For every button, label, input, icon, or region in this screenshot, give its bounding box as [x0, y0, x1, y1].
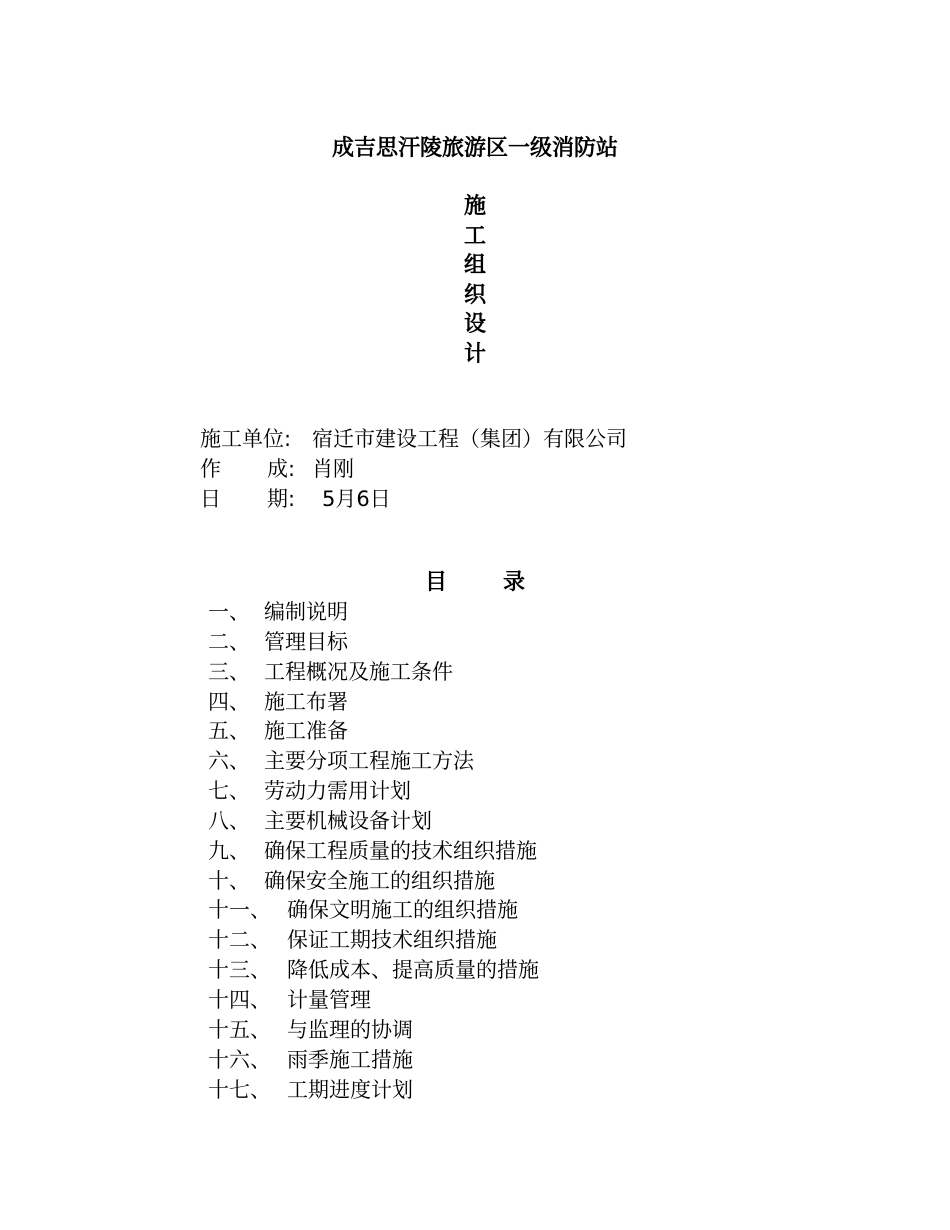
subtitle-char: 工 — [463, 223, 486, 249]
toc-item-number: 四、 — [208, 689, 250, 714]
toc-item — [208, 986, 539, 1016]
info-row-author — [200, 454, 627, 484]
subtitle-char: 织 — [463, 282, 486, 308]
toc-item — [208, 1016, 539, 1046]
subtitle-char: 计 — [463, 341, 486, 367]
toc-item-text: 管理目标 — [264, 629, 348, 654]
toc-item — [208, 807, 539, 837]
toc-item-text: 主要机械设备计划 — [264, 808, 432, 833]
toc-item-text: 确保安全施工的组织措施 — [264, 868, 495, 893]
toc-item-number: 五、 — [208, 719, 250, 744]
toc-item — [208, 658, 539, 688]
toc-item-number: 八、 — [208, 808, 250, 833]
toc-item-number: 十五、 — [208, 1017, 271, 1042]
date-label: 日 期: — [200, 487, 296, 511]
info-row-unit — [200, 424, 627, 454]
date-value: 5月6日 — [322, 487, 391, 511]
toc-item-text: 施工准备 — [264, 719, 348, 744]
toc-item — [208, 926, 539, 956]
toc-item — [208, 837, 539, 867]
toc-item-text: 工程概况及施工条件 — [264, 659, 453, 684]
toc-item-text: 降低成本、提高质量的措施 — [287, 958, 539, 983]
toc-item — [208, 747, 539, 777]
author-label: 作 成: — [200, 457, 296, 481]
toc-item-number: 三、 — [208, 659, 250, 684]
toc-item-text: 劳动力需用计划 — [264, 779, 411, 804]
toc-item — [208, 598, 539, 628]
toc-item-text: 工期进度计划 — [287, 1077, 413, 1102]
vertical-subtitle — [455, 192, 495, 370]
toc-item-text: 确保文明施工的组织措施 — [287, 898, 518, 923]
toc-item — [208, 1046, 539, 1076]
toc-item-number: 十三、 — [208, 958, 271, 983]
toc-item-number: 七、 — [208, 779, 250, 804]
toc-item-number: 十七、 — [208, 1077, 271, 1102]
toc-item — [208, 777, 539, 807]
toc-item-number: 一、 — [208, 600, 250, 624]
toc-item-text: 与监理的协调 — [287, 1017, 413, 1042]
toc-item-number: 九、 — [208, 838, 250, 863]
toc-item-number: 十、 — [208, 868, 250, 893]
toc-item-text: 施工布署 — [264, 689, 348, 714]
toc-item-number: 十二、 — [208, 928, 271, 953]
toc-title: 目 录 — [424, 570, 526, 595]
toc-item-number: 十一、 — [208, 898, 271, 923]
toc-item-text: 雨季施工措施 — [287, 1047, 413, 1072]
subtitle-char: 组 — [463, 253, 486, 279]
info-row-date — [200, 484, 627, 514]
toc-item-text: 编制说明 — [264, 600, 348, 624]
toc-item — [208, 628, 539, 658]
toc-item — [208, 956, 539, 986]
toc-item — [208, 688, 539, 718]
toc-item-number: 六、 — [208, 749, 250, 774]
toc-item — [208, 717, 539, 747]
toc-item — [208, 1076, 539, 1106]
unit-label: 施工单位: — [200, 427, 292, 451]
toc-item — [208, 867, 539, 897]
toc-item-text: 主要分项工程施工方法 — [264, 749, 474, 774]
document-info — [200, 424, 627, 514]
subtitle-char: 施 — [463, 194, 486, 219]
toc-item-text: 计量管理 — [287, 987, 371, 1012]
toc-item-number: 二、 — [208, 629, 250, 654]
toc-item — [208, 896, 539, 926]
toc-list — [208, 598, 539, 1105]
toc-item-text: 确保工程质量的技术组织措施 — [264, 838, 537, 863]
author-value: 肖刚 — [312, 457, 354, 481]
subtitle-char: 设 — [463, 312, 486, 338]
unit-value: 宿迁市建设工程（集团）有限公司 — [312, 427, 627, 451]
document-title: 成吉思汗陵旅游区一级消防站 — [331, 136, 618, 161]
toc-item-text: 保证工期技术组织措施 — [287, 928, 497, 953]
toc-item-number: 十六、 — [208, 1047, 271, 1072]
toc-item-number: 十四、 — [208, 987, 271, 1012]
